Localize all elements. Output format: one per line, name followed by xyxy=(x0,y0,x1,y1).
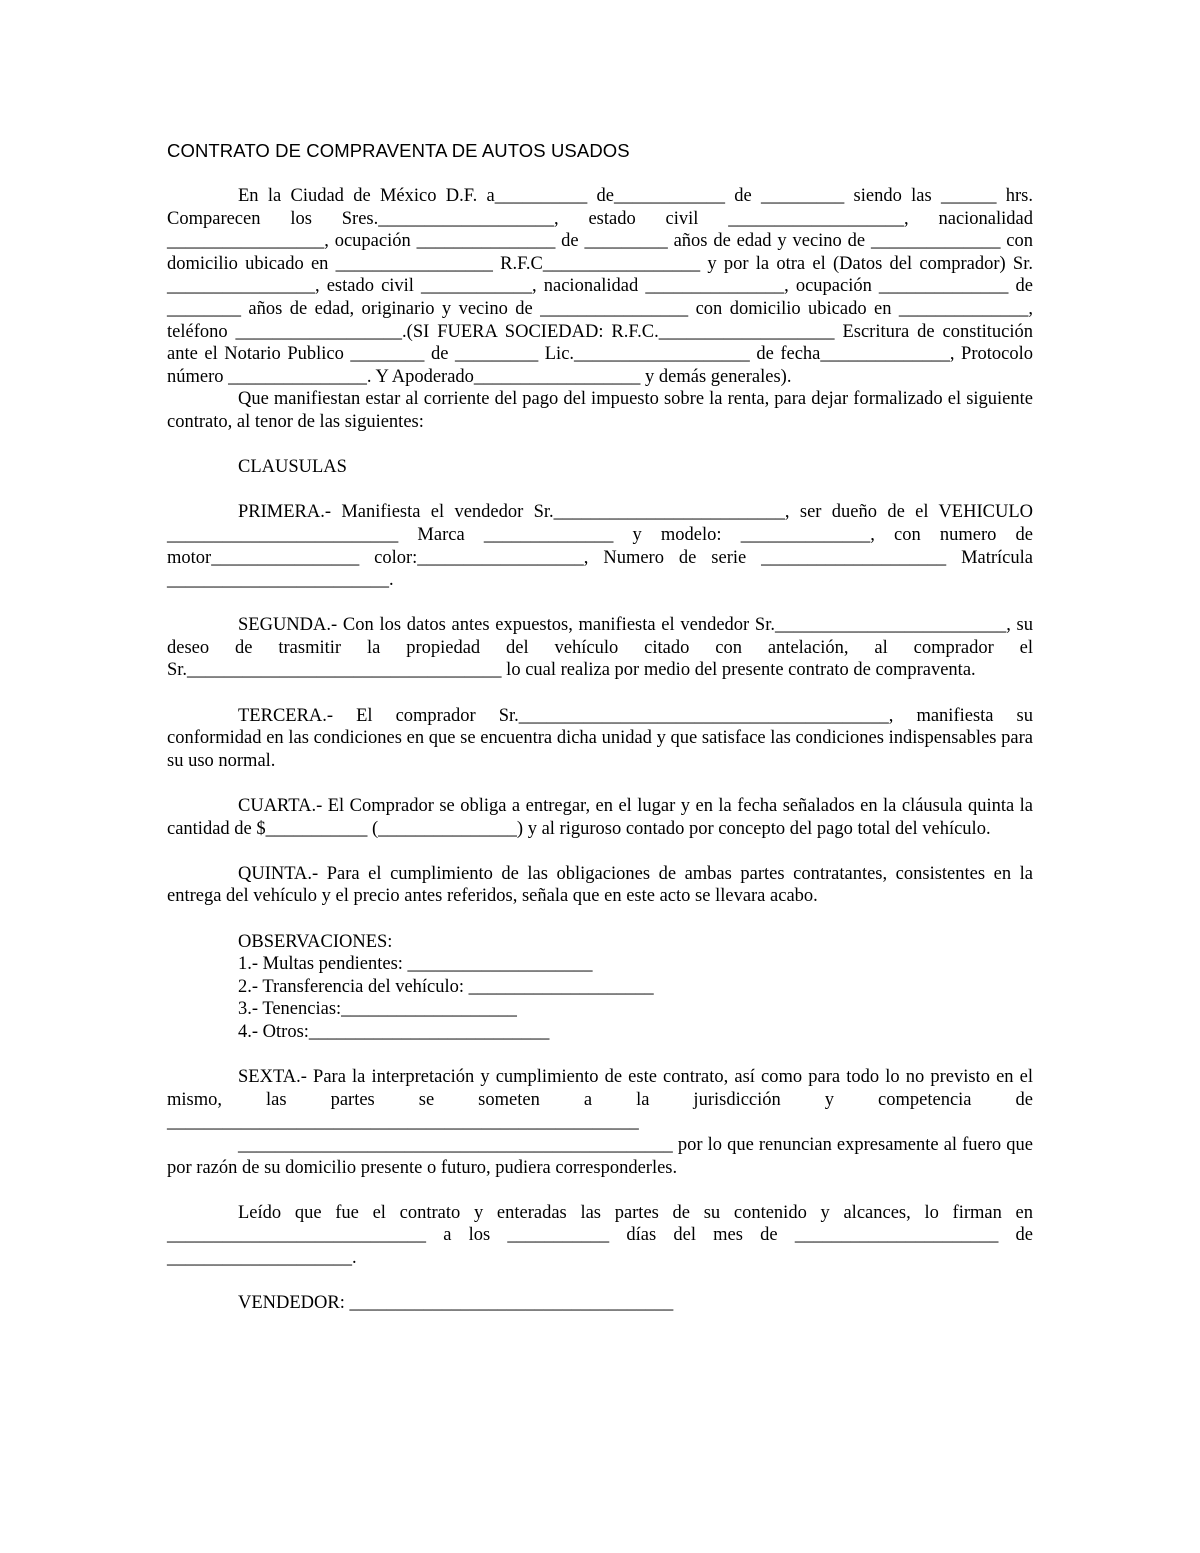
observaciones-item: 4.- Otros:__________________________ xyxy=(238,1021,550,1042)
vendedor-signature-line: VENDEDOR: ___________________________________ xyxy=(238,1293,674,1314)
clause-primera: PRIMERA.- Manifiesta el vendedor Sr._________________________, ser dueño de el VEHICULO _________________________ Marca ______________ y modelo: ______________, con numero de motor________________ color:__________________, Numero de serie ____________________ Matrícula ________________________. xyxy=(167,502,1033,591)
observaciones-item: 3.- Tenencias:___________________ xyxy=(238,999,517,1020)
observaciones-block xyxy=(167,931,1033,1044)
clause-quinta: QUINTA.- Para el cumplimiento de las obligaciones de ambas partes contratantes, consistentes en la entrega del vehículo y el precio antes referidos, señala que en este acto se llevara acabo. xyxy=(167,863,1033,907)
contract-document xyxy=(167,140,1033,1315)
clause-segunda: SEGUNDA.- Con los datos antes expuestos, manifiesta el vendedor Sr._________________________, su deseo de trasmitir la propiedad del vehículo citado con antelación, al comprador el Sr.__________________________________ lo cual realiza por medio del presente contrato de compraventa. xyxy=(167,615,1033,681)
observaciones-item: 2.- Transferencia del vehículo: ____________________ xyxy=(238,976,654,997)
document-title: CONTRATO DE COMPRAVENTA DE AUTOS USADOS xyxy=(167,140,630,161)
observaciones-item: 1.- Multas pendientes: ____________________ xyxy=(238,954,593,975)
clause-cuarta: CUARTA.- El Comprador se obliga a entregar, en el lugar y en la fecha señalados en la cláusula quinta la cantidad de $___________ (_______________) y al riguroso contado por concepto del pago total del vehículo. xyxy=(167,796,1033,839)
clause-tercera: TERCERA.- El comprador Sr.________________________________________, manifiesta su conformidad en las condiciones en que se encuentra dicha unidad y que satisface las condiciones indispensables para su uso normal. xyxy=(167,705,1033,771)
observaciones-heading: OBSERVACIONES: xyxy=(238,931,393,952)
clausulas-heading: CLAUSULAS xyxy=(238,457,347,478)
intro-paragraph: En la Ciudad de México D.F. a__________ de____________ de _________ siendo las ______ hrs. Comparecen los Sres.___________________, estado civil ___________________, nacionalidad _________________, ocupación _______________ de _________ años de edad y vecino de ______________ con domicilio ubicado en _________________ R.F.C_________________ y por la otra el (Datos del comprador) Sr. ________________, estado civil ____________, nacionalidad _______________, ocupación ______________ de ________ años de edad, originario y vecino de ________________ con domicilio ubicado en ______________, teléfono __________________.(SI FUERA SOCIEDAD: R.F.C.___________________ Escritura de constitución ante el Notario Publico ________ de _________ Lic.___________________ de fecha______________, Protocolo número _______________. Y Apoderado__________________ y demás generales). xyxy=(167,186,1033,387)
clause-sexta: SEXTA.- Para la interpretación y cumplimiento de este contrato, así como para todo lo no previsto en el mismo, las partes se someten a la jurisdicción y competencia de ___________________________________________________ xyxy=(167,1067,1033,1133)
closing-paragraph: Leído que fue el contrato y enteradas las partes de su contenido y alcances, lo firman en ____________________________ a los ___________ días del mes de ______________________ de ____________________. xyxy=(167,1202,1033,1268)
intro-paragraph-2: Que manifiestan estar al corriente del pago del impuesto sobre la renta, para dejar formalizado el siguiente contrato, al tenor de las siguientes: xyxy=(167,389,1033,432)
clause-sexta-continuation: _______________________________________________ por lo que renuncian expresamente al fuero que por razón de su domicilio presente o futuro, pudiera corresponderles. xyxy=(167,1134,1033,1178)
